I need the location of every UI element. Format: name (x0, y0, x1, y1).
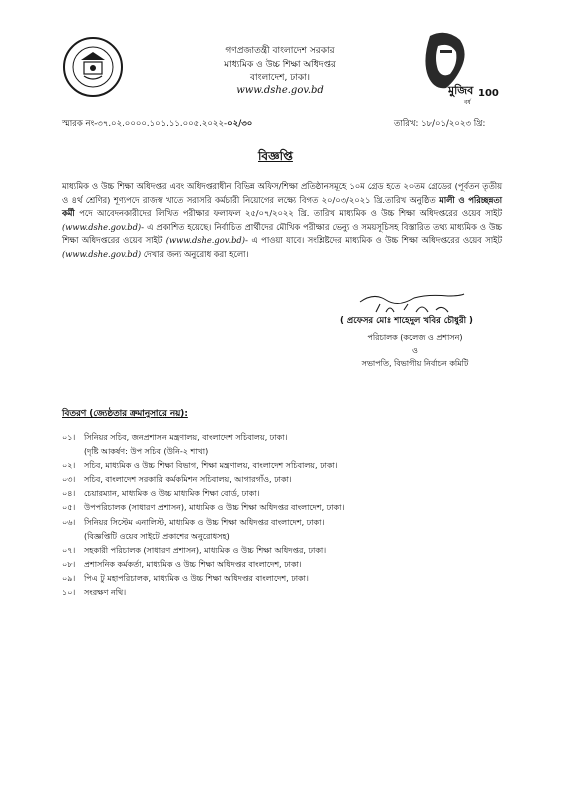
list-item (62, 558, 522, 572)
item-text: সহকারী পরিচালক (সাধারণ প্রশাসন), মাধ্যমিক ও উচ্চ শিক্ষা অধিদপ্তর, ঢাকা। (84, 545, 327, 555)
item-text: সচিব, বাংলাদেশ সরকারি কর্মকমিশন সচিবালয়, আগারগাঁও, ঢাকা। (84, 475, 292, 485)
item-number: ০৮। (62, 559, 76, 569)
list-item (62, 431, 522, 445)
list-item (62, 487, 522, 501)
signatory-role: সভাপতি, বিভাগীয় নির্বাচন কমিটি (361, 359, 469, 368)
website-link-2: (www.dshe.gov.bd) (165, 235, 245, 246)
list-item (62, 544, 522, 558)
header-website: www.dshe.gov.bd (236, 85, 324, 96)
header-government: গণপ্রজাতন্ত্রী বাংলাদেশ সরকার (225, 46, 335, 56)
body-part-4: - এ পাওয়া যাবে। সংশ্লিষ্টদের মাধ্যমিক ও উচ্চ শিক্ষা অধিদপ্তরের ওয়েব সাইট (244, 235, 502, 246)
item-text: (দৃষ্টি আকর্ষণ: উপ সচিব (উনি-২ শাখা) (84, 447, 209, 457)
item-number: ০৩। (62, 475, 76, 485)
item-number: ০৭। (62, 545, 76, 555)
notice-body (62, 180, 502, 262)
signatory-details (340, 331, 490, 370)
list-item-note (62, 530, 522, 544)
list-item (62, 473, 522, 487)
mujib-logo-sub: বর্ষ (464, 99, 471, 106)
item-text: সচিব, মাধ্যমিক ও উচ্চ শিক্ষা বিভাগ, শিক্ষা মন্ত্রণালয়, বাংলাদেশ সচিবালয়, ঢাকা। (84, 461, 338, 471)
mujib-logo-text: মুজিব (448, 84, 474, 97)
post-name: মালী ও পরিচ্ছন্নতা কর্মী (62, 194, 503, 219)
website-link-3: (www.dshe.gov.bd) (62, 248, 142, 259)
item-text: সংরক্ষণ নথি। (84, 588, 127, 598)
distribution-heading: বিতরণ (জ্যেষ্ঠতার ক্রমানুসারে নয়): (62, 409, 188, 419)
mujib-logo-number: 100 (478, 88, 499, 99)
distribution-list (62, 431, 522, 600)
header-directorate: মাধ্যমিক ও উচ্চ শিক্ষা অধিদপ্তর (224, 60, 336, 70)
body-part-2: পদে আবেদনকারীদের লিখিত পরীক্ষার ফলাফল ২৫/০৭/২০২২ খ্রি. তারিখ মাধ্যমিক ও উচ্চ শিক্ষা অধিদপ্তরের ওয়েব সাইট (74, 208, 502, 219)
item-text: (বিজ্ঞপ্তিটি ওয়েব সাইটে প্রকাশের অনুরোধসহ) (84, 531, 230, 541)
item-text: প্রশাসনিক কর্মকর্তা, মাধ্যমিক ও উচ্চ শিক্ষা অধিদপ্তর বাংলাদেশ, ঢাকা। (84, 559, 302, 569)
website-link-1: (www.dshe.gov.bd) (62, 221, 142, 232)
memo-number (62, 117, 252, 131)
body-part-1: মাধ্যমিক ও উচ্চ শিক্ষা অধিদপ্তর এবং অধিদপ্তরাধীন বিভিন্ন অফিস/শিক্ষা প্রতিষ্ঠানসমূহে ১০ম গ্রেড হতে ২০তম গ্রেডের (পূর্বতন তৃতীয় ও ৪র্থ শ্রেণির) শূণ্যপদে রাজস্ব খাতে সরাসরি কর্মচারী নিয়োগের লক্ষ্যে বিগত ২০/০৩/২০২১ খ্রি.তারিখ অনুষ্ঠিত (62, 181, 502, 205)
list-item (62, 586, 522, 600)
item-number: ০৯। (62, 573, 76, 583)
memo-suffix: ০২/৩০ (227, 119, 253, 129)
list-item (62, 501, 522, 515)
signatory-name: ( প্রফেসর মোঃ শাহেদুল খবির চৌধুরী ) (340, 316, 473, 326)
signatory-designation: পরিচালক (কলেজ ও প্রশাসন) (367, 333, 463, 342)
item-number: ০২। (62, 461, 76, 471)
item-text: চেয়ারম্যান, মাধ্যমিক ও উচ্চ মাধ্যমিক শিক্ষা বোর্ড, ঢাকা। (84, 489, 260, 499)
list-item (62, 459, 522, 473)
notice-title: বিজ্ঞপ্তি (258, 149, 293, 163)
item-number: ০৫। (62, 503, 76, 513)
header-location: বাংলাদেশ, ঢাকা। (249, 73, 311, 83)
signatory-and: ও (412, 346, 418, 355)
item-text: সিনিয়র সিস্টেম এনালিস্ট, মাধ্যমিক ও উচ্চ শিক্ষা অধিদপ্তর বাংলাদেশ, ঢাকা। (84, 517, 325, 527)
mujib-borsho-logo (416, 30, 500, 106)
memo-date: তারিখ: ১৮/০১/২০২৩ খ্রি: (394, 119, 486, 129)
item-text: পিএ টু মহাপরিচালক, মাধ্যমিক ও উচ্চ শিক্ষা অধিদপ্তর বাংলাদেশ, ঢাকা। (84, 573, 309, 583)
list-item (62, 516, 522, 530)
list-item (62, 572, 522, 586)
item-number: ০৬। (62, 517, 76, 527)
dshe-seal-logo (62, 36, 124, 98)
item-text: উপপরিচালক (সাধারণ প্রশাসন), মাধ্যমিক ও উচ্চ শিক্ষা অধিদপ্তর বাংলাদেশ, ঢাকা। (84, 503, 345, 513)
item-number: ০৪। (62, 489, 76, 499)
memo-prefix: স্মারক নং-৩৭.০২.০০০০.১০১.১১.০০৫.২০২২- (62, 119, 228, 129)
list-item-note (62, 445, 522, 459)
item-number: ১০। (62, 588, 76, 598)
item-number: ০১। (62, 433, 76, 442)
item-text: সিনিয়র সচিব, জনপ্রশাসন মন্ত্রণালয়, বাংলাদেশ সচিবালয়, ঢাকা। (84, 433, 288, 442)
body-part-3: - এ প্রকাশিত হয়েছে। নির্বাচিত প্রার্থীদের মৌখিক পরীক্ষার ভেন্যু ও সময়সূচিসহ বিস্তারিত তথ্য মাধ্যমিক ও উচ্চ শিক্ষা অধিদপ্তরের ওয়েব সাইট (62, 221, 502, 246)
body-part-5: দেখার জন্য অনুরোধ করা হলো। (141, 248, 249, 259)
